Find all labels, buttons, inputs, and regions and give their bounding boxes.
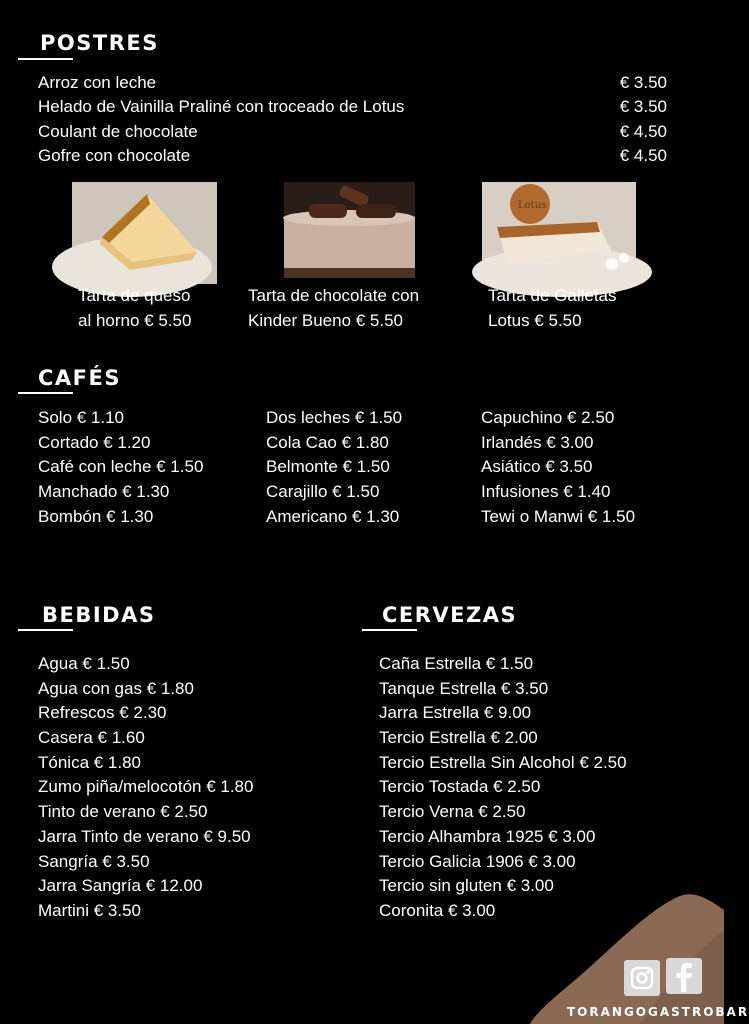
cerveza-item: Tercio sin gluten € 3.00 — [379, 876, 554, 896]
lotus-cake-caption-line1: Tarta de Galletas — [488, 286, 617, 305]
svg-text:Lotus: Lotus — [518, 200, 547, 211]
cerveza-item: Tercio Estrella € 2.00 — [379, 728, 538, 748]
postres-item-price: € 3.50 — [619, 97, 667, 116]
facebook-icon[interactable] — [666, 958, 702, 994]
bebidas-title: BEBIDAS — [42, 603, 156, 627]
postres-item-name: Helado de Vainilla Praliné con troceado de Lotus — [38, 97, 405, 116]
kinder-cake-caption — [248, 284, 419, 333]
bebida-item: Tónica € 1.80 — [38, 752, 142, 772]
cafes-column-1 — [38, 406, 203, 529]
instagram-icon[interactable] — [624, 960, 660, 996]
postres-item-price: € 3.50 — [619, 73, 667, 92]
cerveza-item: Tanque Estrella € 3.50 — [379, 678, 549, 698]
cheesecake-caption-line1: Tarta de queso — [78, 286, 191, 305]
cafe-item: Americano € 1.30 — [266, 506, 400, 526]
lotus-cake-photo — [482, 182, 636, 284]
cafe-item: Infusiones € 1.40 — [481, 482, 611, 502]
postres-item-name: Coulant de chocolate — [38, 122, 198, 141]
postres-item-name: Gofre con chocolate — [38, 146, 191, 165]
kinder-cake-caption-line2: Kinder Bueno € 5.50 — [248, 310, 404, 330]
postres-item-price: € 4.50 — [619, 146, 667, 165]
cafe-item: Asiático € 3.50 — [481, 457, 593, 477]
cerveza-item: Caña Estrella € 1.50 — [379, 654, 534, 673]
postres-underline — [18, 58, 73, 60]
postres-title: POSTRES — [40, 31, 159, 55]
bebida-item: Casera € 1.60 — [38, 728, 145, 748]
cerveza-item: Tercio Alhambra 1925 € 3.00 — [379, 826, 596, 846]
cervezas-list — [379, 652, 627, 924]
cafe-item: Café con leche € 1.50 — [38, 457, 204, 477]
bebida-item: Jarra Tinto de verano € 9.50 — [38, 826, 251, 846]
cafe-item: Dos leches € 1.50 — [266, 408, 403, 427]
brand-name: TORANGOGASTROBAR — [567, 1005, 749, 1019]
kinder-cake-caption-line1: Tarta de chocolate con — [248, 286, 420, 305]
postres-item-name: Arroz con leche — [38, 73, 157, 92]
cafe-item: Belmonte € 1.50 — [266, 457, 390, 477]
kinder-cake-photo — [284, 182, 415, 278]
cafe-item: Carajillo € 1.50 — [266, 482, 380, 502]
cafes-underline — [18, 392, 73, 394]
cafe-item: Irlandés € 3.00 — [481, 432, 594, 452]
bebida-item: Agua con gas € 1.80 — [38, 678, 194, 698]
postres-item-price: € 4.50 — [619, 122, 667, 141]
cerveza-item: Tercio Tostada € 2.50 — [379, 777, 541, 797]
cafe-item: Capuchino € 2.50 — [481, 408, 615, 427]
cheesecake-photo — [72, 182, 217, 284]
cafe-item: Bombón € 1.30 — [38, 506, 154, 526]
cerveza-item: Jarra Estrella € 9.00 — [379, 703, 532, 723]
cerveza-item: Tercio Galicia 1906 € 3.00 — [379, 851, 576, 871]
cafe-item: Tewi o Manwi € 1.50 — [481, 506, 636, 526]
bebida-item: Zumo piña/melocotón € 1.80 — [38, 777, 254, 797]
cafes-column-3 — [481, 406, 635, 529]
bebida-item: Martini € 3.50 — [38, 900, 141, 920]
cerveza-item: Tercio Estrella Sin Alcohol € 2.50 — [379, 752, 627, 772]
lotus-cake-caption-line2: Lotus € 5.50 — [488, 310, 582, 330]
bebida-item: Refrescos € 2.30 — [38, 703, 167, 723]
cerveza-item: Coronita € 3.00 — [379, 900, 496, 920]
cafe-item: Cola Cao € 1.80 — [266, 432, 389, 452]
bebidas-list — [38, 652, 253, 924]
bebida-item: Sangría € 3.50 — [38, 851, 150, 871]
lotus-cake-caption — [488, 284, 617, 333]
cheesecake-caption — [78, 284, 191, 333]
cafe-item: Manchado € 1.30 — [38, 482, 170, 502]
bebida-item: Agua € 1.50 — [38, 654, 130, 673]
bebida-item: Tinto de verano € 2.50 — [38, 802, 208, 822]
bebida-item: Jarra Sangría € 12.00 — [38, 876, 203, 896]
cafe-item: Cortado € 1.20 — [38, 432, 151, 452]
bebidas-underline — [18, 629, 73, 631]
cervezas-title: CERVEZAS — [382, 603, 518, 627]
cerveza-item: Tercio Verna € 2.50 — [379, 802, 526, 822]
cafes-column-2 — [266, 406, 402, 529]
cafes-title: CAFÉS — [38, 366, 121, 390]
cheesecake-caption-line2: al horno € 5.50 — [78, 310, 192, 330]
cervezas-underline — [362, 629, 417, 631]
cafe-item: Solo € 1.10 — [38, 408, 125, 427]
